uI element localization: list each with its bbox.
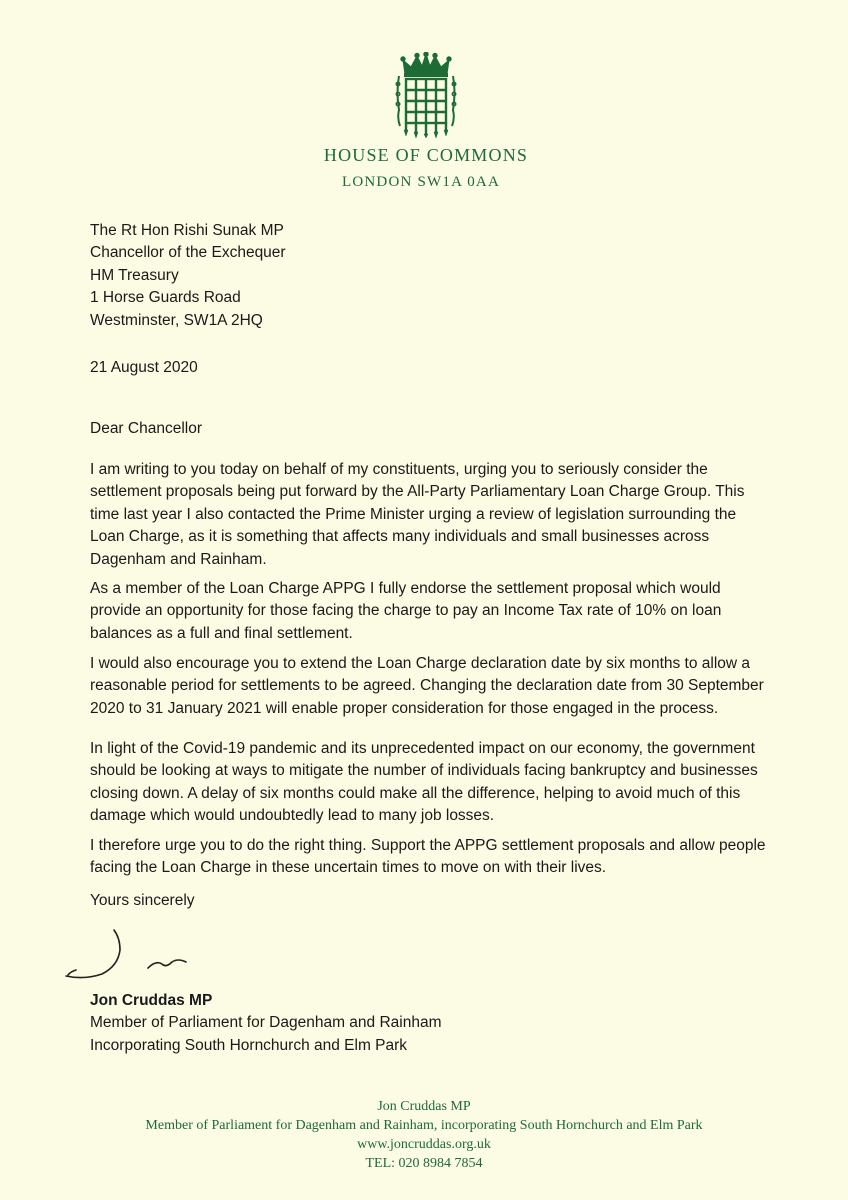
body-paragraph: I am writing to you today on behalf of my constituents, urging you to seriously consider the settlement proposals being put forward by the All-Party Parliamentary Loan Charge Group. This time last year I also contacted the Prime Minister urging a review of legislation surrounding the Loan Charge, as it is something that affects many individuals and small businesses across Dagenham and Rainham. [90, 461, 745, 568]
letterhead-address: LONDON SW1A 0AA [342, 174, 500, 190]
footer-telephone: TEL: 020 8984 7854 [365, 1156, 483, 1171]
salutation: Dear Chancellor [90, 420, 202, 437]
signer-block [90, 990, 442, 1057]
recipient-line: Westminster, SW1A 2HQ [90, 311, 263, 329]
body-paragraph: In light of the Covid-19 pandemic and its unprecedented impact on our economy, the government should be looking at ways to mitigate the number of individuals facing bankruptcy and businesses closing down. A delay of six months could make all the difference, helping to avoid much of this damage which would undoubtedly lead to many job losses. [90, 740, 758, 825]
letter-footer [0, 1097, 848, 1173]
closing: Yours sincerely [90, 892, 195, 909]
footer-role: Member of Parliament for Dagenham and Rainham, incorporating South Hornchurch and Elm Park [145, 1118, 703, 1133]
recipient-line: 1 Horse Guards Road [90, 289, 241, 307]
signer-role: Member of Parliament for Dagenham and Rainham [90, 1014, 442, 1032]
body-paragraph: I would also encourage you to extend the Loan Charge declaration date by six months to allow a reasonable period for settlements to be agreed. Changing the declaration date from 30 September 2020 to 31 January 2021 will enable proper consideration for those engaged in the process. [90, 655, 764, 717]
portcullis-crest-icon [395, 52, 457, 138]
recipient-address [90, 220, 286, 332]
body-paragraph: I therefore urge you to do the right thing. Support the APPG settlement proposals and allow people facing the Loan Charge in these uncertain times to move on with their lives. [90, 837, 766, 877]
letterhead-title: HOUSE OF COMMONS [323, 145, 529, 165]
handwritten-signature [62, 928, 212, 983]
recipient-line: HM Treasury [90, 266, 179, 284]
letter-date: 21 August 2020 [90, 359, 198, 376]
footer-website: www.joncruddas.org.uk [357, 1137, 491, 1152]
recipient-line: Chancellor of the Exchequer [90, 244, 286, 262]
recipient-line: The Rt Hon Rishi Sunak MP [90, 222, 284, 239]
footer-name: Jon Cruddas MP [377, 1099, 471, 1114]
body-paragraph: As a member of the Loan Charge APPG I fully endorse the settlement proposal which would provide an opportunity for those facing the charge to pay an Income Tax rate of 10% on loan balances as a full and final settlement. [90, 580, 722, 642]
signer-name: Jon Cruddas MP [90, 992, 213, 1009]
signer-constituency: Incorporating South Hornchurch and Elm Park [90, 1036, 408, 1054]
